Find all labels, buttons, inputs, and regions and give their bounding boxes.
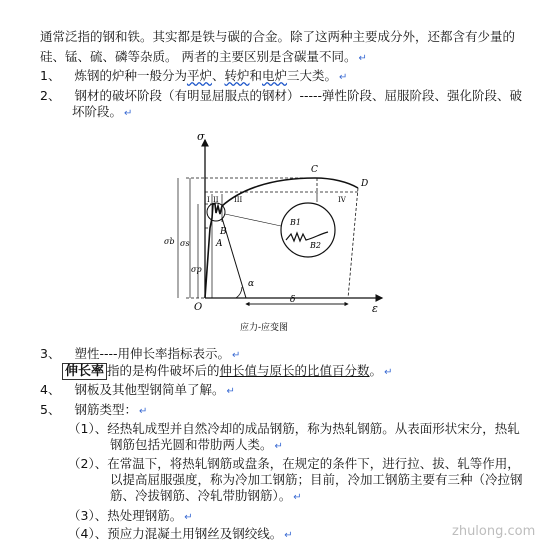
epsilon-axis-label: ε — [372, 302, 378, 315]
point-b1-label: B1 — [290, 218, 301, 227]
elongation-definition: 伸长率 指的是构件破坏后的伸长值与原长的比值百分数。 ↵ — [62, 363, 392, 381]
intro-line-1: 通常泛指的钢和铁。其实都是铁与碳的合金。除了这两种主要成分外，还都含有少量的 — [40, 29, 516, 44]
stage-1-label: I — [207, 196, 210, 204]
furnace-electric: 电炉 — [262, 68, 288, 83]
sigma-axis-label: σ — [197, 130, 205, 143]
sigma-p-label: σp — [191, 265, 202, 274]
alpha-label: α — [248, 279, 255, 289]
list-item-5: 5、 钢筋类型： ↵ — [40, 402, 148, 417]
sub-item-2-cont-2: 筋、冷拔钢筋、冷轧带肋钢筋）。 ↵ — [110, 488, 302, 503]
watermark-logo: zhulong.com — [452, 524, 536, 539]
figure-caption: 应力-应变图 — [240, 323, 289, 333]
furnace-converter: 转炉 — [224, 68, 250, 83]
paragraph-mark: ↵ — [358, 53, 367, 64]
point-a-label: A — [216, 239, 223, 249]
intro-line-2: 硅、锰、硫、磷等杂质。 两者的主要区别是含碳量不同。 ↵ — [40, 49, 367, 64]
sub-item-1: （1）、经热轧成型并自然冷却的成品钢筋，称为热轧钢筋。从表面形状宋分，热轧 — [68, 421, 520, 436]
sub-item-2: （2）、在常温下，将热轧钢筋或盘条，在规定的条件下，进行拉、拔、轧等作用， — [68, 456, 520, 471]
origin-label: O — [194, 302, 203, 313]
angle-arc — [236, 287, 242, 298]
point-b-label: B — [220, 227, 227, 237]
sub-item-3: （3）、热处理钢筋。 ↵ — [68, 508, 193, 523]
stage-3-label: III — [234, 196, 243, 204]
detail-circle — [281, 203, 335, 257]
list-item-3: 3、 塑性----用伸长率指标表示。 ↵ — [40, 346, 241, 361]
stress-strain-diagram — [150, 122, 390, 344]
point-b2-label: B2 — [310, 241, 321, 250]
list-item-2-cont: 坏阶段。 ↵ — [72, 104, 133, 119]
detail-curve — [286, 232, 328, 241]
sigma-b-label: σb — [164, 237, 175, 246]
sigma-s-label: σs — [180, 239, 190, 248]
list-item-2: 2、 钢材的破坏阶段（有明显屈服点的钢材）-----弹性阶段、屈服阶段、强化阶段、破 — [40, 88, 522, 103]
elongation-term: 伸长率 — [62, 363, 107, 380]
sub-item-2-cont-1: 以提高屈服强度，称为冷加工钢筋；目前，冷加工钢筋主要有三种（冷拉钢 — [110, 472, 523, 487]
sub-item-4: （4）、预应力混凝土用钢丝及钢绞线。 ↵ — [68, 526, 293, 541]
point-c-label: C — [311, 165, 318, 175]
furnace-open-hearth: 平炉 — [186, 68, 212, 83]
sub-item-1-cont: 钢筋包括光圆和带肋两人类。 ↵ — [110, 437, 283, 452]
list-item-4: 4、 钢板及其他型钢简单了解。 ↵ — [40, 382, 235, 397]
list-item-1: 1、 炼钢的炉种一般分为平炉、转炉和电炉三大类。 ↵ — [40, 68, 348, 83]
stage-2-label: II — [213, 196, 219, 204]
elongation-definition-underlined: 伸长值与原长的比值百分数 — [219, 363, 370, 378]
stage-4-label: IV — [338, 196, 346, 204]
delta-label: δ — [290, 295, 296, 305]
point-d-label: D — [361, 179, 369, 189]
